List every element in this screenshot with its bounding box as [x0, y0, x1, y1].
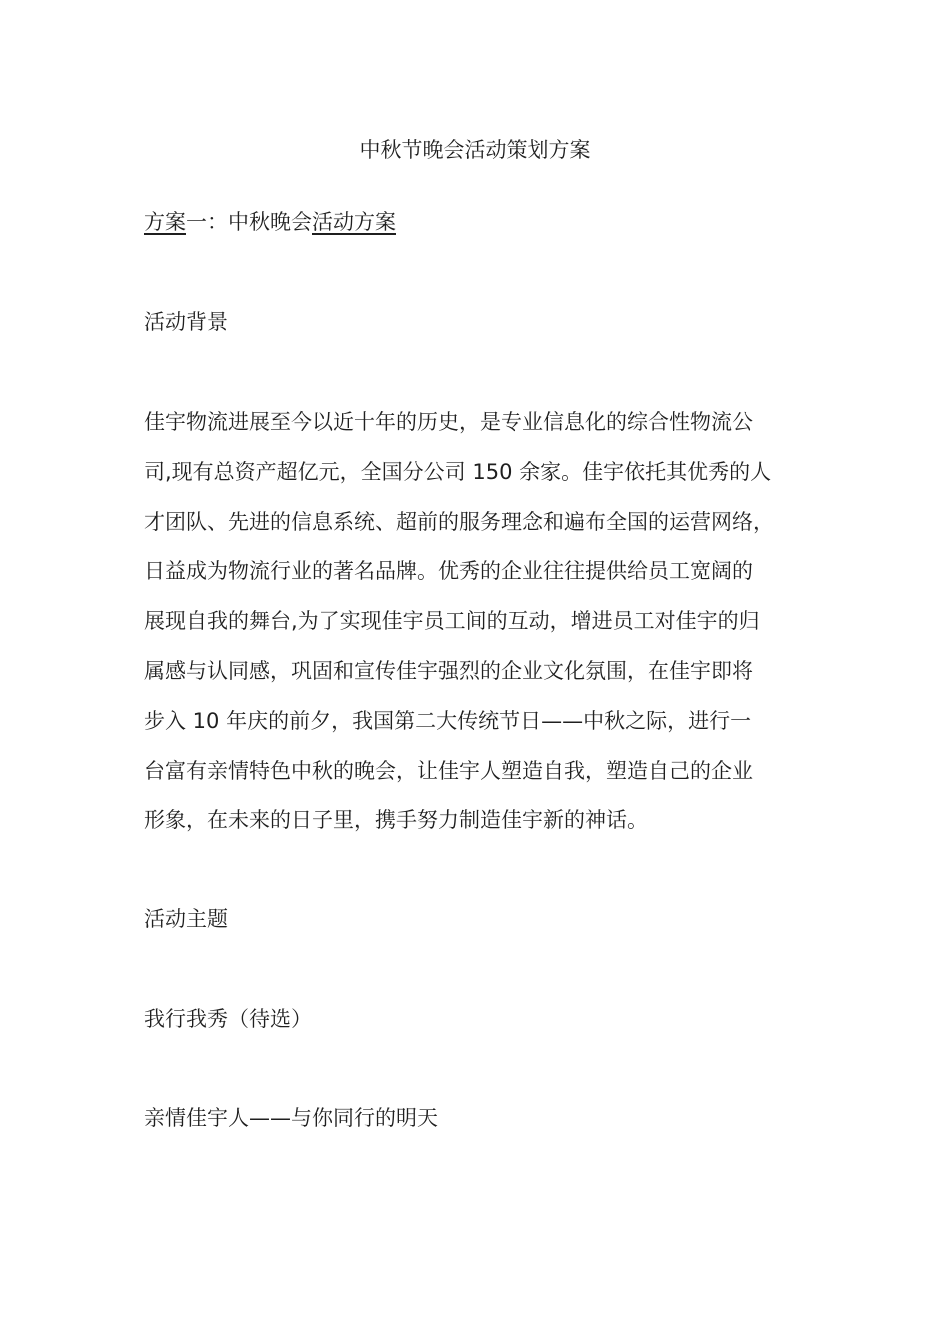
paragraph-line: 司,现有总资产超亿元，全国分公司 150 余家。佳宇依托其优秀的人	[144, 459, 772, 484]
background-heading: 活动背景	[144, 310, 228, 334]
paragraph-line: 台富有亲情特色中秋的晚会，让佳宇人塑造自我，塑造自己的企业	[144, 758, 753, 783]
plan-heading-separator: 一：中秋晚会	[186, 210, 312, 234]
paragraph-line: 日益成为物流行业的著名品牌。优秀的企业往往提供给员工宽阔的	[144, 559, 753, 584]
paragraph-line: 步入 10 年庆的前夕，我国第二大传统节日——中秋之际，进行一	[144, 708, 752, 733]
paragraph-line: 展现自我的舞台,为了实现佳宇员工间的互动，增进员工对佳宇的归	[144, 609, 760, 634]
paragraph-line: 属感与认同感，巩固和宣传佳宇强烈的企业文化氛围，在佳宇即将	[144, 658, 753, 683]
background-paragraph	[144, 406, 806, 854]
theme-heading: 活动主题	[144, 907, 228, 931]
paragraph-line: 佳宇物流进展至今以近十年的历史，是专业信息化的综合性物流公	[144, 410, 753, 434]
plan-heading	[144, 206, 396, 238]
paragraph-line: 才团队、先进的信息系统、超前的服务理念和遍布全国的运营网络，	[144, 509, 774, 534]
plan-heading-prefix: 方案	[144, 210, 186, 234]
document-title: 中秋节晚会活动策划方案	[359, 138, 591, 162]
theme-option-1: 我行我秀（待选）	[144, 1007, 312, 1031]
theme-option-2: 亲情佳宇人——与你同行的明天	[144, 1106, 438, 1130]
plan-heading-suffix: 活动方案	[312, 210, 396, 234]
paragraph-line: 形象，在未来的日子里，携手努力制造佳宇新的神话。	[144, 808, 648, 833]
